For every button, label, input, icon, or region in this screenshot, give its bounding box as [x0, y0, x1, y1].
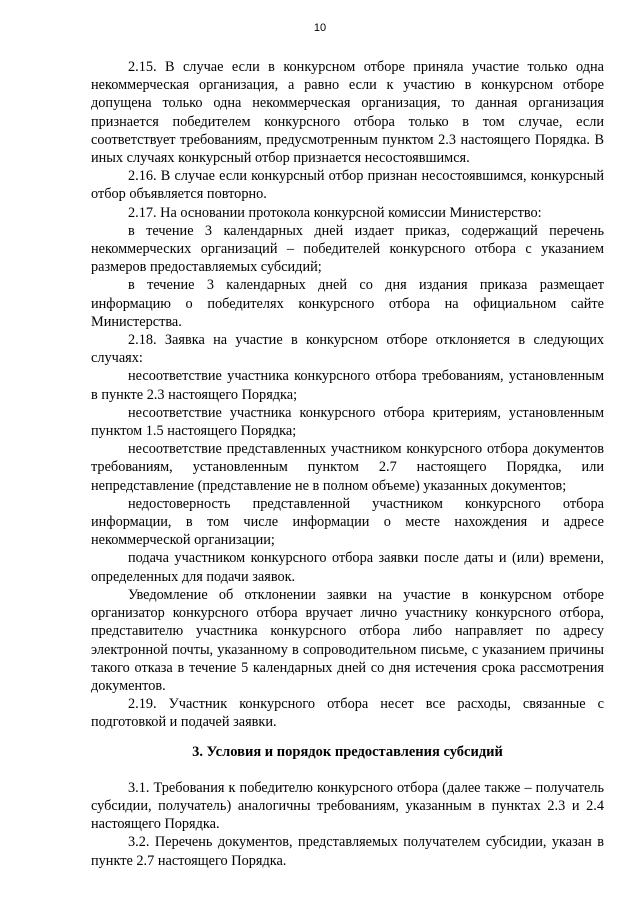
paragraph-2-17-item-1: в течение 3 календарных дней издает приказ, содержащий перечень некоммерческих организаций – победителей конкурсного отбора с указанием размеров предоставляемых субсидий; — [91, 222, 604, 276]
paragraph-2-17: 2.17. На основании протокола конкурсной комиссии Министерство: — [128, 204, 542, 221]
paragraph-2-17-item-2: в течение 3 календарных дней со дня издания приказа размещает информацию о победителях конкурсного отбора на официальном сайте Министерства. — [91, 277, 604, 330]
section-3-heading: 3. Условия и порядок предоставления субсидий — [192, 743, 503, 760]
paragraph-2-15: 2.15. В случае если в конкурсном отборе приняла участие только одна некоммерческая организация, а равно если к участию в конкурсном отборе допущена только одна некоммерческая организация, то данная организация признается победителем конкурсного отбора только в том случае, если соответствует требованиям, предусмотренным пунктом 2.3 настоящего Порядка. В иных случаях конкурсный отбор признается несостоявшимся. — [91, 59, 604, 167]
paragraph-2-16: 2.16. В случае если конкурсный отбор признан несостоявшимся, конкурсный отбор объявляется повторно. — [91, 168, 604, 203]
paragraph-rejection-notice: Уведомление об отклонении заявки на участие в конкурсном отборе организатор конкурсного отбора вручает лично участнику конкурсного отбора, представителю участника конкурсного отбора либо направляет по адресу электронной почты, указанному в сопроводительном письме, с указанием причины такого отказа в течение 5 календарных дней со дня истечения срока рассмотрения документов. — [91, 586, 604, 694]
paragraph-2-18-item-3: несоответствие представленных участником конкурсного отбора документов требованиям, установленным пунктом 2.7 настоящего Порядка, или непредставление (представление не в полном объеме) указанных документов; — [91, 441, 604, 494]
paragraph-2-18-item-5: подача участником конкурсного отбора заявки после даты и (или) времени, определенных для подачи заявок. — [91, 550, 604, 585]
paragraph-2-18-item-1: несоответствие участника конкурсного отбора требованиям, установленным в пункте 2.3 настоящего Порядка; — [91, 368, 604, 403]
paragraph-2-19: 2.19. Участник конкурсного отбора несет все расходы, связанные с подготовкой и подачей заявки. — [91, 696, 604, 731]
paragraph-3-1: 3.1. Требования к победителю конкурсного отбора (далее также – получатель субсидии, получатель) аналогичны требованиям, указанным в пунктах 2.3 и 2.4 настоящего Порядка. — [91, 779, 604, 833]
paragraph-2-18-item-4: недостоверность представленной участником конкурсного отбора информации, в том числе информации о месте нахождения и адресе некоммерческой организации; — [91, 495, 604, 549]
document-body — [91, 58, 604, 870]
paragraph-3-2: 3.2. Перечень документов, представляемых получателем субсидии, указан в пункте 2.7 настоящего Порядка. — [91, 834, 604, 869]
paragraph-2-18: 2.18. Заявка на участие в конкурсном отборе отклоняется в следующих случаях: — [91, 332, 604, 367]
paragraph-2-18-item-2: несоответствие участника конкурсного отбора критериям, установленным пунктом 1.5 настоящего Порядка; — [91, 404, 604, 440]
page-number: 10 — [313, 22, 327, 34]
